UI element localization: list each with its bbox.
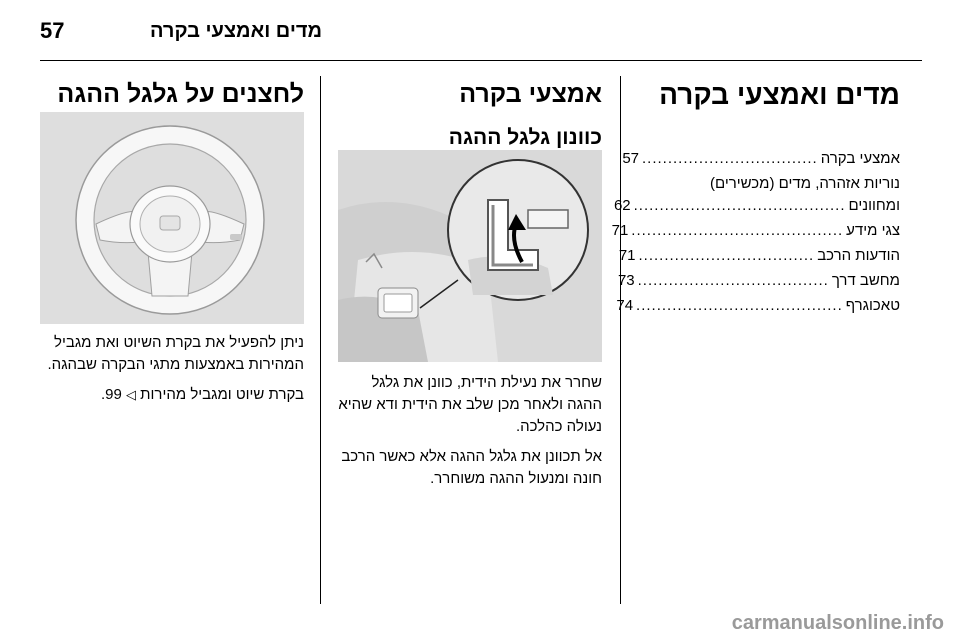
steering-column-lever-image	[338, 150, 602, 362]
toc-item[interactable]: ומחוונים ......................................... 62	[634, 195, 900, 217]
watermark: carmanualsonline.info	[731, 612, 944, 634]
toc-item-line[interactable]: נוריות אזהרה, מדים (מכשירים)	[709, 175, 900, 192]
steering-adjustment-illustration	[338, 150, 602, 362]
instruction-paragraph: שחרר את נעילת הידית, כוונן את גלגל ההגה ולאחר מכן שלב את הידית ודא שהיא נעולה כהלכה.	[338, 374, 602, 435]
triangle-reference-icon: ◁	[126, 387, 136, 402]
page-header	[40, 14, 920, 44]
toc-item[interactable]: טאכוגרף ........................................ 74	[634, 295, 900, 317]
toc-page: 73	[617, 272, 635, 289]
chapter-contents-column	[611, 78, 900, 320]
steering-wheel-image	[40, 112, 304, 324]
toc-item[interactable]: הודעות הרכב .................................. 71	[634, 245, 900, 267]
steering-buttons-section	[40, 78, 304, 110]
column-divider-right	[620, 76, 621, 604]
warning-paragraph: אל תכוונן את גלגל ההגה אלא כאשר הרכב חונה ומנעול ההגה משוחרר.	[341, 448, 602, 487]
steering-wheel-illustration	[40, 112, 304, 324]
toc-page: 71	[611, 222, 629, 239]
chapter-title: מדים ואמצעי בקרה	[659, 79, 900, 110]
column-divider-left	[320, 76, 321, 604]
steering-buttons-text	[40, 332, 304, 414]
page-number: 57	[40, 18, 65, 43]
subsection-title: כוונון גלגל ההגה	[448, 126, 602, 149]
toc-page: 74	[616, 297, 634, 314]
chapter-toc	[611, 148, 900, 317]
buttons-paragraph: ניתן להפעיל את בקרת השיוט ואת מגביל המהירות באמצעות מתגי הבקרה שבהגה.	[47, 334, 304, 373]
header-divider	[40, 60, 922, 61]
toc-page: 57	[622, 150, 639, 167]
toc-page: 62	[613, 197, 631, 214]
reference-title: בקרת שיוט ומגביל מהירות	[140, 386, 304, 403]
section-title: לחצנים על גלגל ההגה	[57, 80, 304, 108]
toc-item[interactable]: מחשב דרך ..................................... 73	[634, 270, 900, 292]
cross-reference[interactable]	[40, 384, 304, 406]
toc-item[interactable]: צגי מידע ......................................... 71	[634, 220, 900, 242]
controls-section	[336, 78, 602, 152]
reference-page: 99.	[100, 386, 122, 403]
toc-page: 71	[618, 247, 636, 264]
toc-item[interactable]: אמצעי בקרה .................................. 57	[634, 148, 900, 170]
running-title: מדים ואמצעי בקרה	[150, 20, 323, 42]
section-title: אמצעי בקרה	[459, 80, 602, 108]
steering-adjustment-text	[338, 372, 602, 498]
